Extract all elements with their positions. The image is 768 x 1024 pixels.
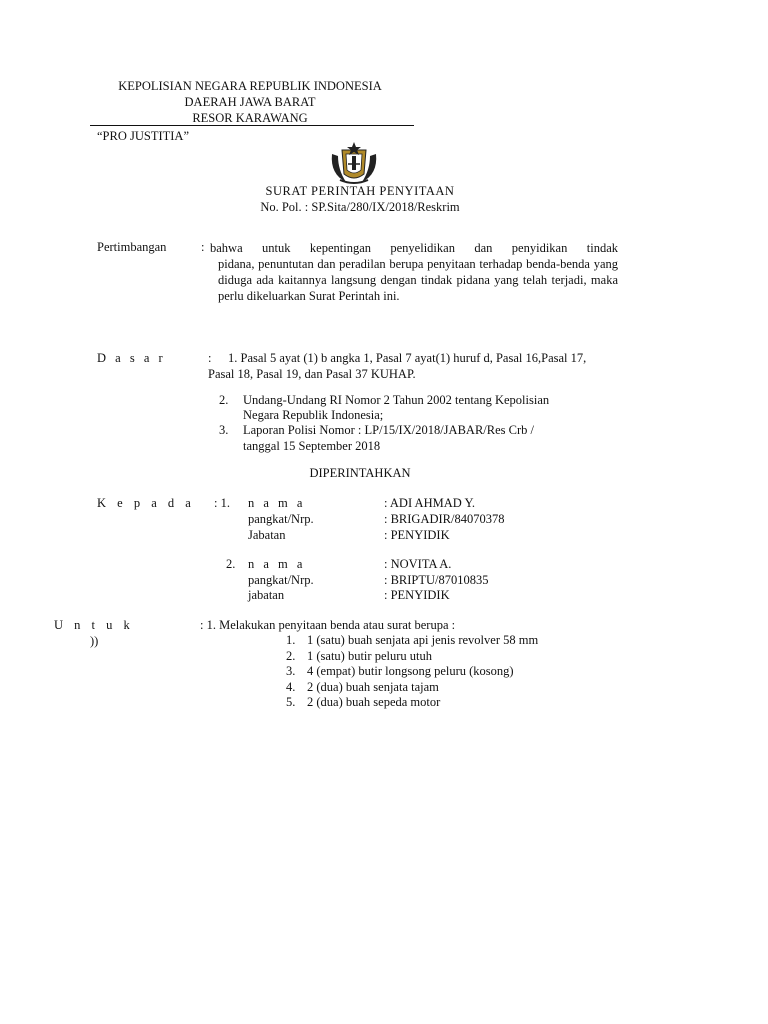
pertimbangan-line1: bahwa untuk kepentingan penyelidikan dan penyidikan tindak (210, 241, 618, 255)
dasar-item-3-line2: tanggal 15 September 2018 (243, 439, 381, 453)
person-2-pangkat-label: pangkat/Nrp. (248, 573, 314, 587)
person-2-jabatan: : PENYIDIK (384, 588, 450, 602)
header-region: DAERAH JAWA BARAT (184, 95, 316, 109)
list-item-number: 3. (286, 664, 296, 678)
list-item-number: 2. (286, 649, 296, 663)
person-2-nama: : NOVITA A. (384, 557, 452, 571)
person-1-jabatan: : PENYIDIK (384, 528, 450, 542)
list-item: 4 (empat) butir longsong peluru (kosong) (307, 664, 514, 678)
untuk-mark: )) (90, 634, 99, 648)
list-item: 2 (dua) buah senjata tajam (307, 680, 439, 694)
dasar-item-3-number: 3. (219, 423, 229, 437)
dasar-colon: : (208, 351, 212, 365)
dasar-item-2-number: 2. (219, 393, 229, 407)
pertimbangan-label: Pertimbangan (97, 240, 167, 254)
person-1-jabatan-label: Jabatan (248, 528, 286, 542)
list-item: 1 (satu) butir peluru utuh (307, 649, 432, 663)
list-item-number: 1. (286, 633, 296, 647)
dasar-item-3-line1: Laporan Polisi Nomor : LP/15/IX/2018/JABAR/Res Crb / (243, 423, 534, 437)
person-1-pangkat-label: pangkat/Nrp. (248, 512, 314, 526)
list-item: 2 (dua) buah sepeda motor (307, 695, 441, 709)
pertimbangan-colon: : (201, 240, 205, 254)
person-2-pangkat: : BRIPTU/87010835 (384, 573, 489, 587)
document-title: SURAT PERINTAH PENYITAAN (265, 184, 455, 198)
person-2-nama-label: n a m a (248, 557, 306, 571)
police-emblem-icon (326, 140, 382, 186)
list-item-number: 5. (286, 695, 296, 709)
dasar-item-1-line1: 1. Pasal 5 ayat (1) b angka 1, Pasal 7 ayat(1) huruf d, Pasal 16,Pasal 17, (228, 351, 587, 365)
header-resort: RESOR KARAWANG (192, 111, 308, 125)
dasar-item-2-line1: Undang-Undang RI Nomor 2 Tahun 2002 tentang Kepolisian (243, 393, 550, 407)
untuk-intro: : 1. Melakukan penyitaan benda atau surat berupa : (200, 618, 456, 632)
person-1-number: : 1. (214, 496, 230, 510)
kepada-label: K e p a d a (97, 496, 195, 510)
person-1-nama-label: n a m a (248, 496, 306, 510)
document-number: No. Pol. : SP.Sita/280/IX/2018/Reskrim (260, 200, 460, 214)
pro-justitia: “PRO JUSTITIA” (97, 129, 190, 143)
header-institution: KEPOLISIAN NEGARA REPUBLIK INDONESIA (118, 79, 382, 93)
person-1-pangkat: : BRIGADIR/84070378 (384, 512, 505, 526)
person-1-nama: : ADI AHMAD Y. (384, 496, 475, 510)
header-divider (90, 125, 414, 126)
person-2-number: 2. (226, 557, 236, 571)
untuk-label: U n t u k (54, 618, 134, 632)
pertimbangan-text: pidana, penuntutan dan peradilan berupa penyitaan terhadap benda-benda yang diduga ada kaitannya langsung dengan tindak pidana yang telah terjadi, maka perlu dikeluarkan Surat Perintah ini. (218, 257, 618, 303)
person-2-jabatan-label: jabatan (248, 588, 285, 602)
dasar-item-2-line2: Negara Republik Indonesia; (243, 408, 384, 422)
dasar-label: D a s a r (97, 351, 166, 365)
dasar-item-1-line2: Pasal 18, Pasal 19, dan Pasal 37 KUHAP. (208, 367, 416, 381)
list-item-number: 4. (286, 680, 296, 694)
diperintahkan-heading: DIPERINTAHKAN (309, 466, 411, 480)
list-item: 1 (satu) buah senjata api jenis revolver 58 mm (307, 633, 539, 647)
